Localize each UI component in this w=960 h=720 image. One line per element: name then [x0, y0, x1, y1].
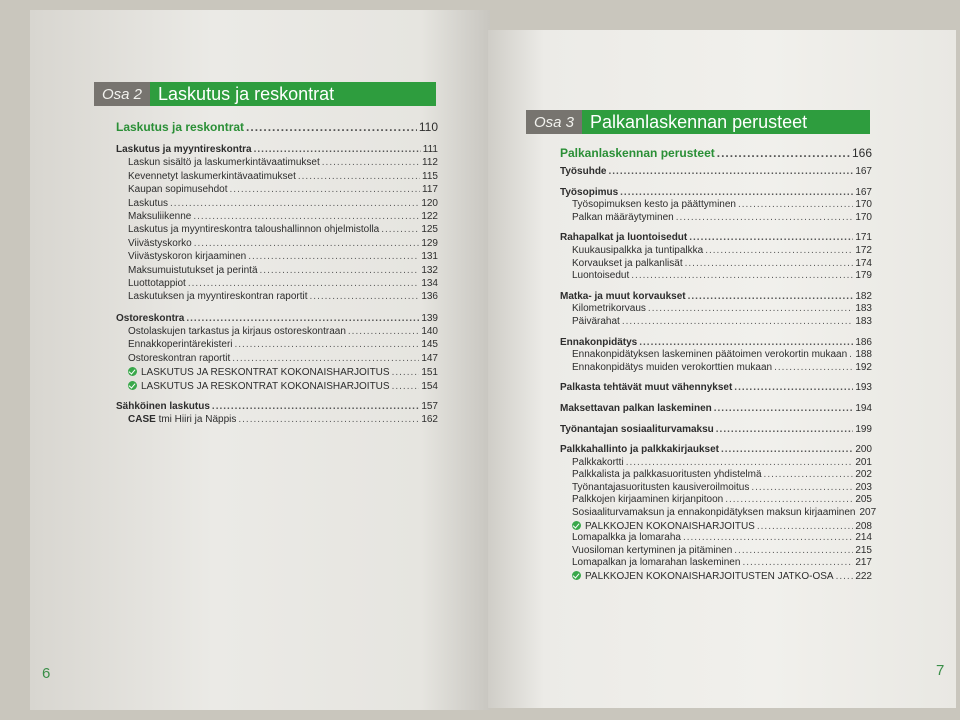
toc-entry-page: 147: [421, 352, 438, 364]
right-page: [488, 30, 956, 708]
checkmark-icon: [572, 521, 581, 530]
toc-entry-label: Ostoreskontra: [116, 312, 185, 324]
toc-entry-page: 162: [421, 414, 438, 426]
leader-dots: [716, 424, 854, 435]
leader-dots: [608, 166, 853, 177]
toc-entry-label: Ennakonpidätys: [560, 336, 638, 348]
toc-entry-label: Ostoreskontran raportit: [128, 352, 231, 364]
toc-entry-page: 157: [421, 401, 438, 413]
leader-dots: [193, 211, 419, 222]
toc-entry: [560, 424, 872, 437]
toc-main-entry: Laskutus ja reskontrat ..... 110: [116, 120, 438, 134]
toc-entry-page: 192: [855, 361, 872, 373]
toc-entry: [116, 326, 438, 339]
toc-entry: [116, 157, 438, 170]
toc-entry-label: Ennakkoperintärekisteri: [128, 339, 233, 351]
toc-entry-label: Kevennetyt laskumerkintävaatimukset: [128, 170, 296, 182]
leader-dots: [381, 224, 419, 235]
toc-entry: [560, 258, 872, 271]
toc-entry-page: 172: [855, 244, 872, 256]
leader-dots: [322, 157, 420, 168]
toc-main-entry: Palkanlaskennan perusteet ..... 166: [560, 146, 872, 160]
toc-entry: [560, 362, 872, 375]
checkmark-icon: [128, 381, 137, 390]
toc-entry-label: Kaupan sopimusehdot: [128, 184, 228, 196]
leader-dots: [639, 337, 853, 348]
toc-entry-label: Luottotappiot: [128, 277, 186, 289]
toc-entry-page: 182: [855, 290, 872, 302]
toc-entry: [116, 211, 438, 224]
leader-dots: [742, 557, 853, 568]
toc-entry-label: Sosiaaliturvamaksun ja ennakonpidätyksen maksun kirjaaminen: [572, 507, 856, 519]
toc-entry-label: Työsopimuksen kesto ja päättyminen: [572, 199, 736, 211]
toc-entry-label: Matka- ja muut korvaukset: [560, 290, 686, 302]
toc-entry-page: 222: [855, 571, 872, 583]
leader-dots: [188, 278, 419, 289]
toc-entry-page: 193: [855, 382, 872, 394]
leader-dots: [631, 270, 853, 281]
toc-entry: [116, 313, 438, 326]
toc-entry: [560, 494, 872, 507]
leader-dots: [738, 199, 853, 210]
toc-entry-label: Viivästyskoron kirjaaminen: [128, 251, 247, 263]
toc-entry-label-bold: CASE: [128, 414, 156, 426]
toc-entry-page: 188: [855, 349, 872, 361]
toc-entry: [560, 337, 872, 350]
toc-entry: [560, 570, 872, 583]
toc-entry: [560, 557, 872, 570]
toc-entry-page: 186: [855, 336, 872, 348]
part-2-title: Laskutus ja reskontrat: [150, 82, 436, 106]
leader-dots: [622, 316, 854, 327]
toc-entry-page: 131: [421, 251, 438, 263]
toc-entry-page: 111: [422, 144, 438, 155]
toc-entry-page: 183: [855, 315, 872, 327]
toc-entry-page: 201: [855, 456, 872, 468]
leader-dots: [774, 362, 853, 373]
leader-dots: [757, 521, 853, 532]
toc-entry-label: Laskutus ja myyntireskontra: [116, 144, 252, 155]
toc-entry: [116, 414, 438, 427]
toc-entry-label: Laskutus ja myyntireskontra taloushallinnon ohjelmistolla: [128, 224, 380, 236]
leader-dots: [734, 545, 853, 556]
leader-dots: [232, 353, 419, 364]
toc-entry: [116, 380, 438, 393]
toc-entry-label: Sähköinen laskutus: [116, 401, 210, 413]
toc-entry: [560, 199, 872, 212]
toc-entry-page: 115: [422, 170, 438, 182]
toc-entry: [560, 316, 872, 329]
leader-dots: [725, 494, 853, 505]
toc-entry: [560, 232, 872, 245]
toc-entry: [116, 353, 438, 366]
toc-entry: [560, 303, 872, 316]
toc-entry-page: 151: [421, 367, 438, 379]
toc-entry-label: Lomapalkan ja lomarahan laskeminen: [572, 557, 741, 569]
toc-entry: [116, 251, 438, 264]
leader-dots: [186, 313, 419, 324]
toc-entry-label: Palkkakortti: [572, 456, 624, 468]
toc-entry-label: Palkan määräytyminen: [572, 211, 674, 223]
leader-dots: [170, 198, 419, 209]
toc-entry: [560, 349, 872, 362]
leader-dots: [392, 381, 420, 392]
part-2-header: [94, 82, 436, 106]
toc-entry-label: Kilometrikorvaus: [572, 303, 646, 315]
leader-dots: [248, 251, 419, 262]
toc-entry-label: Työnantajan sosiaaliturvamaksu: [560, 423, 714, 435]
leader-dots: [685, 258, 854, 269]
toc-entry: [560, 469, 872, 482]
toc-entry-page: 120: [421, 197, 438, 209]
toc-entry: [116, 366, 438, 379]
toc-entry: [116, 401, 438, 414]
toc-entry: [116, 144, 438, 157]
leader-dots: [348, 326, 419, 337]
toc-entry-label: Lomapalkka ja lomaraha: [572, 532, 681, 544]
toc-entry-label: Maksettavan palkan laskeminen: [560, 402, 712, 414]
toc-entry: [560, 444, 872, 457]
toc-entry-label: Laskutus: [128, 197, 169, 209]
toc-entry-page: 129: [421, 237, 438, 249]
toc-entry-page: 167: [855, 166, 872, 177]
leader-dots: [714, 403, 854, 414]
toc-entry-label: LASKUTUS JA RESKONTRAT KOKONAISHARJOITUS: [141, 367, 390, 379]
toc-entry-page: 139: [421, 312, 438, 324]
leader-dots: [721, 444, 853, 455]
toc-entry: [116, 278, 438, 291]
toc-entry-label: Työsopimus: [560, 186, 619, 198]
toc-entry: [116, 171, 438, 184]
toc-entry: [560, 482, 872, 495]
toc-entry-label: Luontoisedut: [572, 270, 630, 282]
toc-entry: [560, 187, 872, 200]
toc-entry-label: Laskun sisältö ja laskumerkintävaatimukset: [128, 157, 320, 169]
toc-entry: [560, 382, 872, 395]
leader-dots: [620, 187, 853, 198]
toc-entry-label: Ostolaskujen tarkastus ja kirjaus ostoreskontraan: [128, 326, 346, 338]
leader-dots: [298, 171, 420, 182]
toc-entry-page: 203: [855, 481, 872, 493]
toc-entry-page: 145: [421, 339, 438, 351]
leader-dots: [235, 339, 420, 350]
toc-entry-label: Palkkahallinto ja palkkakirjaukset: [560, 444, 719, 456]
checkmark-icon: [128, 367, 137, 376]
leader-dots: [238, 414, 419, 425]
page-number-right: 7: [936, 662, 945, 679]
toc-entry: [560, 212, 872, 225]
toc-entry-page: 125: [421, 224, 438, 236]
leader-dots: [688, 291, 854, 302]
toc-entry-page: 215: [855, 544, 872, 556]
toc-entry-page: 194: [855, 402, 872, 414]
page-number-left: 6: [42, 665, 51, 682]
toc-entry: [116, 224, 438, 237]
leader-dots: [764, 469, 854, 480]
leader-dots: [751, 482, 853, 493]
toc-entry-label: Päivärahat: [572, 315, 620, 327]
toc-entry-label: Maksumuistutukset ja perintä: [128, 264, 258, 276]
toc-entry: [116, 184, 438, 197]
toc-entry-page: 199: [855, 423, 872, 435]
toc-entry: [116, 291, 438, 304]
leader-dots: [648, 303, 853, 314]
toc-entry-page: 170: [855, 211, 872, 223]
toc-entry-page: 170: [855, 199, 872, 211]
toc-entry-label: Ennakonpidätys muiden verokorttien mukaan: [572, 361, 773, 373]
toc-entry-page: 154: [421, 380, 438, 392]
leader-dots: [230, 184, 421, 195]
checkmark-icon: [572, 571, 581, 580]
toc-entry-label: Vuosiloman kertyminen ja pitäminen: [572, 544, 733, 556]
leader-dots: [212, 401, 419, 412]
leader-dots: [836, 571, 854, 582]
toc-entry: [116, 198, 438, 211]
toc-entry: [560, 245, 872, 258]
leader-dots: [705, 245, 853, 256]
toc-entry-page: 167: [855, 186, 872, 198]
right-toc: [560, 146, 877, 583]
left-page: [30, 10, 490, 710]
toc-entry-page: 179: [855, 270, 872, 282]
toc-entry-label: Palkasta tehtävät muut vähennykset: [560, 382, 733, 394]
toc-entry: [560, 291, 872, 304]
toc-entry-page: 122: [421, 210, 438, 222]
left-toc: [116, 120, 438, 428]
leader-dots: [194, 238, 420, 249]
toc-entry-page: 171: [855, 232, 872, 244]
leader-dots: [734, 382, 853, 393]
toc-entry-page: 205: [855, 494, 872, 506]
toc-entry-label: LASKUTUS JA RESKONTRAT KOKONAISHARJOITUS: [141, 380, 390, 392]
toc-entry-label: Palkkalista ja palkkasuoritusten yhdistelmä: [572, 469, 762, 481]
leader-dots: [626, 457, 854, 468]
toc-entry-label: Rahapalkat ja luontoisedut: [560, 232, 688, 244]
toc-entry-label: Palkkojen kirjaaminen kirjanpitoon: [572, 494, 724, 506]
toc-entry-page: 112: [422, 157, 438, 169]
toc-entry: [560, 166, 872, 179]
toc-entry-page: 183: [855, 303, 872, 315]
toc-entry-label: PALKKOJEN KOKONAISHARJOITUSTEN JATKO-OSA: [585, 571, 834, 583]
toc-entry: [560, 507, 877, 520]
toc-entry-page: 117: [422, 184, 438, 196]
toc-entry-page: 134: [421, 277, 438, 289]
leader-dots: [689, 232, 853, 243]
toc-entry: [560, 532, 872, 545]
toc-entry-label: Maksuliikenne: [128, 210, 192, 222]
toc-entry-label: PALKKOJEN KOKONAISHARJOITUS: [585, 520, 755, 532]
leader-dots: [254, 144, 421, 155]
toc-entry-page: 214: [855, 532, 872, 544]
toc-entry-page: 174: [855, 257, 872, 269]
part-3-tag: Osa 3: [526, 110, 582, 134]
toc-entry: [560, 403, 872, 416]
part-2-tag: Osa 2: [94, 82, 150, 106]
leader-dots: [683, 532, 853, 543]
toc-entry-label: Ennakonpidätyksen laskeminen päätoimen verokortin mukaan: [572, 349, 848, 361]
leader-dots: [310, 291, 420, 302]
toc-entry-label: Kuukausipalkka ja tuntipalkka: [572, 244, 704, 256]
toc-entry: [560, 520, 872, 533]
toc-entry: [560, 457, 872, 470]
toc-entry-label: Korvaukset ja palkanlisät: [572, 257, 683, 269]
toc-entry-label: Viivästyskorko: [128, 237, 192, 249]
toc-entry-label: Työsuhde: [560, 166, 607, 177]
leader-dots: [260, 265, 420, 276]
toc-entry-label: Laskutuksen ja myyntireskontran raportit: [128, 291, 308, 303]
leader-dots: [392, 367, 420, 378]
toc-entry: [560, 545, 872, 558]
toc-entry-page: 200: [855, 444, 872, 456]
part-3-header: [526, 110, 870, 134]
toc-entry-page: 136: [421, 291, 438, 303]
toc-entry: [116, 238, 438, 251]
toc-entry-label: tmi Hiiri ja Näppis: [155, 414, 237, 426]
toc-entry-page: 208: [855, 520, 872, 532]
toc-entry-page: 202: [855, 469, 872, 481]
toc-entry: [560, 270, 872, 283]
toc-entry: [116, 339, 438, 352]
toc-entry-page: 207: [859, 507, 877, 519]
leader-dots: [849, 349, 853, 360]
leader-dots: [676, 212, 854, 223]
toc-entry-page: 132: [421, 264, 438, 276]
toc-entry: [116, 265, 438, 278]
toc-entry-label: Työnantajasuoritusten kausiveroilmoitus: [572, 481, 750, 493]
toc-entry-page: 140: [421, 326, 438, 338]
part-3-title: Palkanlaskennan perusteet: [582, 110, 870, 134]
toc-entry-page: 217: [855, 557, 872, 569]
